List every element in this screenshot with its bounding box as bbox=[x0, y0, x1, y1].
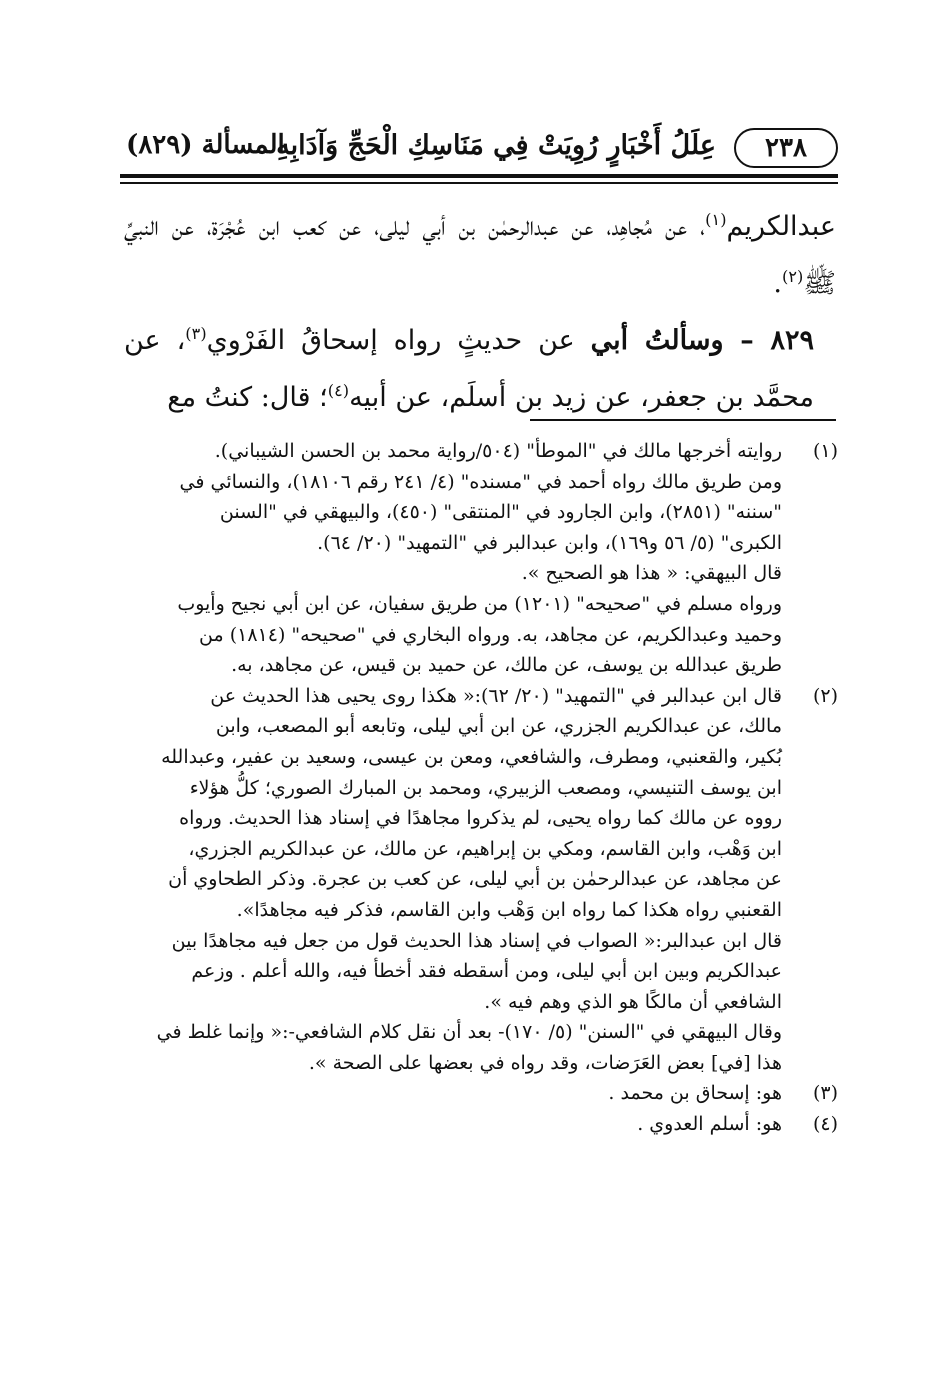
footnote-line: القعنبي رواه هكذا كما رواه ابن وَهْب وابن القاسم، فذكر فيه مجاهدًا». bbox=[236, 898, 782, 921]
footnote-line: ابن يوسف التنيسي، ومصعب الزبيري، ومحمد بن المبارك الصوري؛ كلُّ هؤلاء bbox=[189, 776, 782, 799]
footnote-ref-1: (١) bbox=[705, 210, 727, 229]
footnote-line: الكبرى" (٥/ ٥٦ و١٦٩)، وابن عبدالبر في "التمهيد" (٢٠/ ٦٤). bbox=[317, 531, 782, 554]
text-run: محمَّد بن جعفر، عن زيد بن أسلَم، عن أبيه bbox=[349, 382, 814, 413]
footnote-line: ومن طريق مالك رواه أحمد في "مسنده" (٤/ ٢٤١ رقم ١٨١٠٦)، والنسائي في bbox=[179, 470, 782, 493]
main-text bbox=[124, 198, 836, 426]
footnote-line: هو: أسلم العدوي . bbox=[637, 1113, 782, 1136]
text-run: عن حديثٍ رواه إسحاقُ الفَرْوي bbox=[206, 325, 591, 356]
footnote-4 bbox=[126, 1109, 838, 1140]
footnote-line: روايته أخرجها مالك في "الموطأ" (٥٠٤/رواية محمد بن الحسن الشيباني). bbox=[214, 440, 782, 462]
footnote-line: الشافعي أن مالكًا هو الذي وهم فيه ». bbox=[484, 990, 782, 1013]
footnote-2 bbox=[126, 681, 838, 1079]
page-header bbox=[120, 128, 838, 170]
paragraph-continuation bbox=[124, 198, 836, 312]
footnote-line: قال ابن عبدالبر في "التمهيد" (٢٠/ ٦٢):« هكذا روى يحيى هذا الحديث عن bbox=[210, 684, 782, 707]
footnote-line: ورواه مسلم في "صحيحه" (١٢٠١) من طريق سفيان، عن ابن أبي نجيح وأيوب bbox=[177, 592, 782, 615]
text-run: عبدالكريم bbox=[726, 211, 836, 242]
header-rule-thin bbox=[120, 182, 838, 184]
footnote-3 bbox=[126, 1078, 838, 1109]
footnote-line: ابن وَهْب، وابن القاسم، ومكي بن إبراهيم، عن مالك، عن عبدالكريم الجزري، bbox=[188, 837, 782, 860]
header-rule-thick bbox=[120, 174, 838, 178]
footnote-line: قال ابن عبدالبر:« الصواب في إسناد هذا الحديث قول من جعل فيه مجاهدًا بين bbox=[171, 929, 782, 952]
footnote-line: عن مجاهد، عن عبدالرحمٰن بن أبي ليلى، عن كعب بن عجرة. وذكر الطحاوي أن bbox=[168, 868, 782, 891]
footnote-line: هذا [في] بعض العَرَضات، وقد رواه في بعضها على الصحة ». bbox=[308, 1051, 782, 1074]
footnotes bbox=[126, 436, 838, 1140]
footnote-number: (٤) bbox=[812, 1113, 838, 1136]
footnote-line: وحميد وعبدالكريم، عن مجاهد، به. ورواه البخاري في "صحيحه" (١٨١٤) من bbox=[199, 623, 782, 646]
footnote-line: بُكير، والقعنبي، ومطرف، والشافعي، ومعن بن عيسى، وسعيد بن عفير، وعبدالله bbox=[161, 745, 782, 768]
footnote-line: رووه عن مالك كما رواه يحيى، لم يذكروا مجاهدًا في إسناد هذا الحديث. ورواه bbox=[179, 807, 782, 830]
footnote-line: قال البيهقي: « هذا هو الصحيح ». bbox=[521, 562, 782, 585]
text-run: ؛ قال: كنتُ مع bbox=[167, 382, 328, 413]
footnote-1 bbox=[126, 436, 838, 681]
footnote-number: (٣) bbox=[812, 1082, 838, 1105]
footnote-line: "سننه" (٢٨٥١)، وابن الجارود في "المنتقى" (٤٥٠)، والبيهقي في "السنن bbox=[219, 501, 782, 524]
footnote-line: هو: إسحاق بن محمد . bbox=[608, 1082, 782, 1105]
question-heading: ٨٢٩ – وسألتُ أبي bbox=[590, 325, 814, 356]
footnote-line: طريق عبدالله بن يوسف، عن مالك، عن حميد بن قيس، عن مجاهد، به. bbox=[231, 654, 782, 677]
text-run: ، عن مُجاهِد، عن عبدالرحمٰن بن أبي ليلى، عن كعب bbox=[292, 211, 706, 242]
footnote-line: عبدالكريم وبين ابن أبي ليلى، ومن أسقطه فقد أخطأ فيه، والله أعلم . وزعم bbox=[191, 960, 782, 983]
page-number: ٢٣٨ bbox=[734, 128, 838, 168]
footnote-ref-4: (٤) bbox=[327, 381, 350, 400]
issue-number: المسألة (٨٢٩) bbox=[126, 130, 285, 160]
footnote-separator bbox=[530, 419, 836, 421]
text-run: ابن عُجْرَة، عن النبيِّ ﷺ bbox=[124, 211, 836, 299]
paragraph-question-829 bbox=[124, 312, 836, 426]
footnote-number: (١) bbox=[812, 440, 838, 462]
text-run: ، عن bbox=[124, 325, 186, 356]
footnote-ref-3: (٣) bbox=[185, 324, 207, 343]
footnote-number: (٢) bbox=[812, 684, 838, 707]
footnote-line: وقال البيهقي في "السنن" (٥/ ١٧٠)- بعد أن نقل كلام الشافعي-:« وإنما غلط في bbox=[156, 1021, 782, 1044]
book-title: عِلَلُ أَخْبَارٍ رُوِيَتْ فِي مَنَاسِكِ الْحَجِّ وَآدَابِهِ bbox=[276, 130, 716, 161]
text-run: . bbox=[773, 268, 783, 299]
footnote-ref-2: (٢) bbox=[782, 267, 804, 286]
footnote-line: مالك، عن عبدالكريم الجزري، عن ابن أبي ليلى، وتابعه أبو المصعب، وابن bbox=[215, 715, 782, 738]
